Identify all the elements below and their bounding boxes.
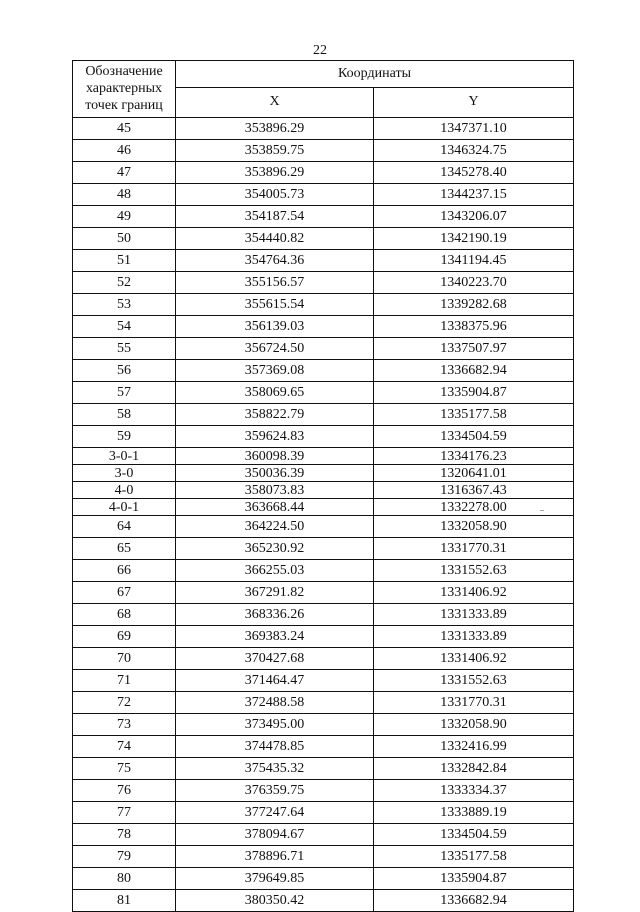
x-coordinate-cell: 356724.50 xyxy=(176,338,374,360)
x-coordinate-cell: 367291.82 xyxy=(176,582,374,604)
y-coordinate-cell: 1335904.87 xyxy=(374,868,574,890)
table-row xyxy=(73,890,574,912)
y-coordinate-cell: 1331552.63 xyxy=(374,670,574,692)
table-row xyxy=(73,338,574,360)
point-cell: 3-0-1 xyxy=(73,448,176,465)
table-row xyxy=(73,360,574,382)
point-cell: 78 xyxy=(73,824,176,846)
point-cell: 53 xyxy=(73,294,176,316)
x-coordinate-cell: 380350.42 xyxy=(176,890,374,912)
point-cell: 45 xyxy=(73,118,176,140)
x-coordinate-cell: 350036.39 xyxy=(176,465,374,482)
point-cell: 46 xyxy=(73,140,176,162)
y-coordinate-cell: 1342190.19 xyxy=(374,228,574,250)
table-row xyxy=(73,206,574,228)
point-cell: 81 xyxy=(73,890,176,912)
point-cell: 54 xyxy=(73,316,176,338)
x-coordinate-cell: 370427.68 xyxy=(176,648,374,670)
x-coordinate-cell: 355615.54 xyxy=(176,294,374,316)
x-coordinate-cell: 376359.75 xyxy=(176,780,374,802)
point-cell: 49 xyxy=(73,206,176,228)
x-coordinate-cell: 368336.26 xyxy=(176,604,374,626)
y-coordinate-cell: 1332842.84 xyxy=(374,758,574,780)
table-row xyxy=(73,272,574,294)
y-coordinate-cell: 1320641.01 xyxy=(374,465,574,482)
x-coordinate-cell: 364224.50 xyxy=(176,516,374,538)
coordinates-table xyxy=(72,60,574,912)
table-row xyxy=(73,824,574,846)
table-row xyxy=(73,404,574,426)
point-cell: 64 xyxy=(73,516,176,538)
table-row xyxy=(73,736,574,758)
x-coordinate-cell: 360098.39 xyxy=(176,448,374,465)
point-cell: 4-0 xyxy=(73,482,176,499)
x-coordinate-cell: 365230.92 xyxy=(176,538,374,560)
point-cell: 73 xyxy=(73,714,176,736)
x-coordinate-cell: 359624.83 xyxy=(176,426,374,448)
table-row xyxy=(73,648,574,670)
y-coordinate-cell: 1333334.37 xyxy=(374,780,574,802)
table-row xyxy=(73,802,574,824)
point-cell: 52 xyxy=(73,272,176,294)
y-coordinate-cell: 1334504.59 xyxy=(374,824,574,846)
point-cell: 47 xyxy=(73,162,176,184)
table-row xyxy=(73,670,574,692)
x-coordinate-cell: 353896.29 xyxy=(176,162,374,184)
point-cell: 58 xyxy=(73,404,176,426)
x-coordinate-cell: 371464.47 xyxy=(176,670,374,692)
point-cell: 77 xyxy=(73,802,176,824)
x-coordinate-cell: 358822.79 xyxy=(176,404,374,426)
point-cell: 59 xyxy=(73,426,176,448)
x-coordinate-cell: 369383.24 xyxy=(176,626,374,648)
point-cell: 55 xyxy=(73,338,176,360)
x-coordinate-cell: 377247.64 xyxy=(176,802,374,824)
page-number: 22 xyxy=(313,43,327,58)
x-coordinate-cell: 354005.73 xyxy=(176,184,374,206)
point-cell: 76 xyxy=(73,780,176,802)
y-coordinate-cell: 1337507.97 xyxy=(374,338,574,360)
point-cell: 80 xyxy=(73,868,176,890)
table-row xyxy=(73,482,574,499)
table-row xyxy=(73,228,574,250)
y-coordinate-cell: 1344237.15 xyxy=(374,184,574,206)
x-coordinate-cell: 375435.32 xyxy=(176,758,374,780)
table-row xyxy=(73,692,574,714)
y-coordinate-cell: 1339282.68 xyxy=(374,294,574,316)
point-cell: 67 xyxy=(73,582,176,604)
point-cell: 51 xyxy=(73,250,176,272)
x-coordinate-cell: 354764.36 xyxy=(176,250,374,272)
x-coordinate-cell: 378896.71 xyxy=(176,846,374,868)
y-coordinate-cell: 1335177.58 xyxy=(374,846,574,868)
table-row xyxy=(73,714,574,736)
y-coordinate-cell: 1346324.75 xyxy=(374,140,574,162)
y-coordinate-cell: 1332278.00 xyxy=(374,499,574,516)
x-coordinate-cell: 372488.58 xyxy=(176,692,374,714)
y-coordinate-cell: 1316367.43 xyxy=(374,482,574,499)
table-row xyxy=(73,118,574,140)
point-cell: 69 xyxy=(73,626,176,648)
table-row xyxy=(73,316,574,338)
y-coordinate-cell: 1340223.70 xyxy=(374,272,574,294)
point-cell: 72 xyxy=(73,692,176,714)
point-cell: 71 xyxy=(73,670,176,692)
table-row xyxy=(73,382,574,404)
point-cell: 68 xyxy=(73,604,176,626)
point-cell: 48 xyxy=(73,184,176,206)
table-row xyxy=(73,426,574,448)
point-cell: 56 xyxy=(73,360,176,382)
y-coordinate-cell: 1343206.07 xyxy=(374,206,574,228)
y-coordinate-cell: 1331552.63 xyxy=(374,560,574,582)
x-coordinate-cell: 373495.00 xyxy=(176,714,374,736)
point-cell: 50 xyxy=(73,228,176,250)
table-row xyxy=(73,846,574,868)
y-coordinate-cell: 1345278.40 xyxy=(374,162,574,184)
point-cell: 3-0 xyxy=(73,465,176,482)
point-cell: 65 xyxy=(73,538,176,560)
x-coordinate-cell: 353896.29 xyxy=(176,118,374,140)
table-row xyxy=(73,560,574,582)
x-coordinate-cell: 379649.85 xyxy=(176,868,374,890)
x-column-header: X xyxy=(176,87,374,117)
y-coordinate-cell: 1331406.92 xyxy=(374,582,574,604)
point-cell: 66 xyxy=(73,560,176,582)
table-row xyxy=(73,516,574,538)
y-coordinate-cell: 1334176.23 xyxy=(374,448,574,465)
table-row xyxy=(73,294,574,316)
y-coordinate-cell: 1332058.90 xyxy=(374,714,574,736)
x-coordinate-cell: 378094.67 xyxy=(176,824,374,846)
table-row xyxy=(73,465,574,482)
point-cell: 4-0-1 xyxy=(73,499,176,516)
table-row xyxy=(73,626,574,648)
table-row xyxy=(73,250,574,272)
table-row xyxy=(73,184,574,206)
point-cell: 79 xyxy=(73,846,176,868)
y-coordinate-cell: 1332416.99 xyxy=(374,736,574,758)
x-coordinate-cell: 366255.03 xyxy=(176,560,374,582)
y-coordinate-cell: 1331406.92 xyxy=(374,648,574,670)
y-coordinate-cell: 1338375.96 xyxy=(374,316,574,338)
scan-mark xyxy=(540,510,544,511)
y-coordinate-cell: 1331770.31 xyxy=(374,692,574,714)
x-coordinate-cell: 355156.57 xyxy=(176,272,374,294)
x-coordinate-cell: 357369.08 xyxy=(176,360,374,382)
table-row xyxy=(73,582,574,604)
x-coordinate-cell: 354187.54 xyxy=(176,206,374,228)
y-coordinate-cell: 1332058.90 xyxy=(374,516,574,538)
x-coordinate-cell: 353859.75 xyxy=(176,140,374,162)
table-row xyxy=(73,780,574,802)
y-coordinate-cell: 1331333.89 xyxy=(374,604,574,626)
table-row xyxy=(73,448,574,465)
x-coordinate-cell: 354440.82 xyxy=(176,228,374,250)
point-cell: 57 xyxy=(73,382,176,404)
table-row xyxy=(73,868,574,890)
y-coordinate-cell: 1341194.45 xyxy=(374,250,574,272)
y-coordinate-cell: 1334504.59 xyxy=(374,426,574,448)
point-cell: 70 xyxy=(73,648,176,670)
table-row xyxy=(73,604,574,626)
y-coordinate-cell: 1335177.58 xyxy=(374,404,574,426)
point-cell: 74 xyxy=(73,736,176,758)
table-row xyxy=(73,140,574,162)
y-coordinate-cell: 1331770.31 xyxy=(374,538,574,560)
y-coordinate-cell: 1335904.87 xyxy=(374,382,574,404)
y-coordinate-cell: 1336682.94 xyxy=(374,890,574,912)
y-coordinate-cell: 1333889.19 xyxy=(374,802,574,824)
table-row xyxy=(73,538,574,560)
table-row xyxy=(73,162,574,184)
y-coordinate-cell: 1331333.89 xyxy=(374,626,574,648)
y-coordinate-cell: 1336682.94 xyxy=(374,360,574,382)
x-coordinate-cell: 358073.83 xyxy=(176,482,374,499)
y-coordinate-cell: 1347371.10 xyxy=(374,118,574,140)
x-coordinate-cell: 358069.65 xyxy=(176,382,374,404)
designation-header: Обозначение характерных точек границ xyxy=(73,61,176,118)
table-body xyxy=(73,118,574,912)
coordinates-header: Координаты xyxy=(176,61,574,88)
x-coordinate-cell: 374478.85 xyxy=(176,736,374,758)
table-row xyxy=(73,499,574,516)
x-coordinate-cell: 356139.03 xyxy=(176,316,374,338)
x-coordinate-cell: 363668.44 xyxy=(176,499,374,516)
point-cell: 75 xyxy=(73,758,176,780)
table-row xyxy=(73,758,574,780)
y-column-header: Y xyxy=(374,87,574,117)
